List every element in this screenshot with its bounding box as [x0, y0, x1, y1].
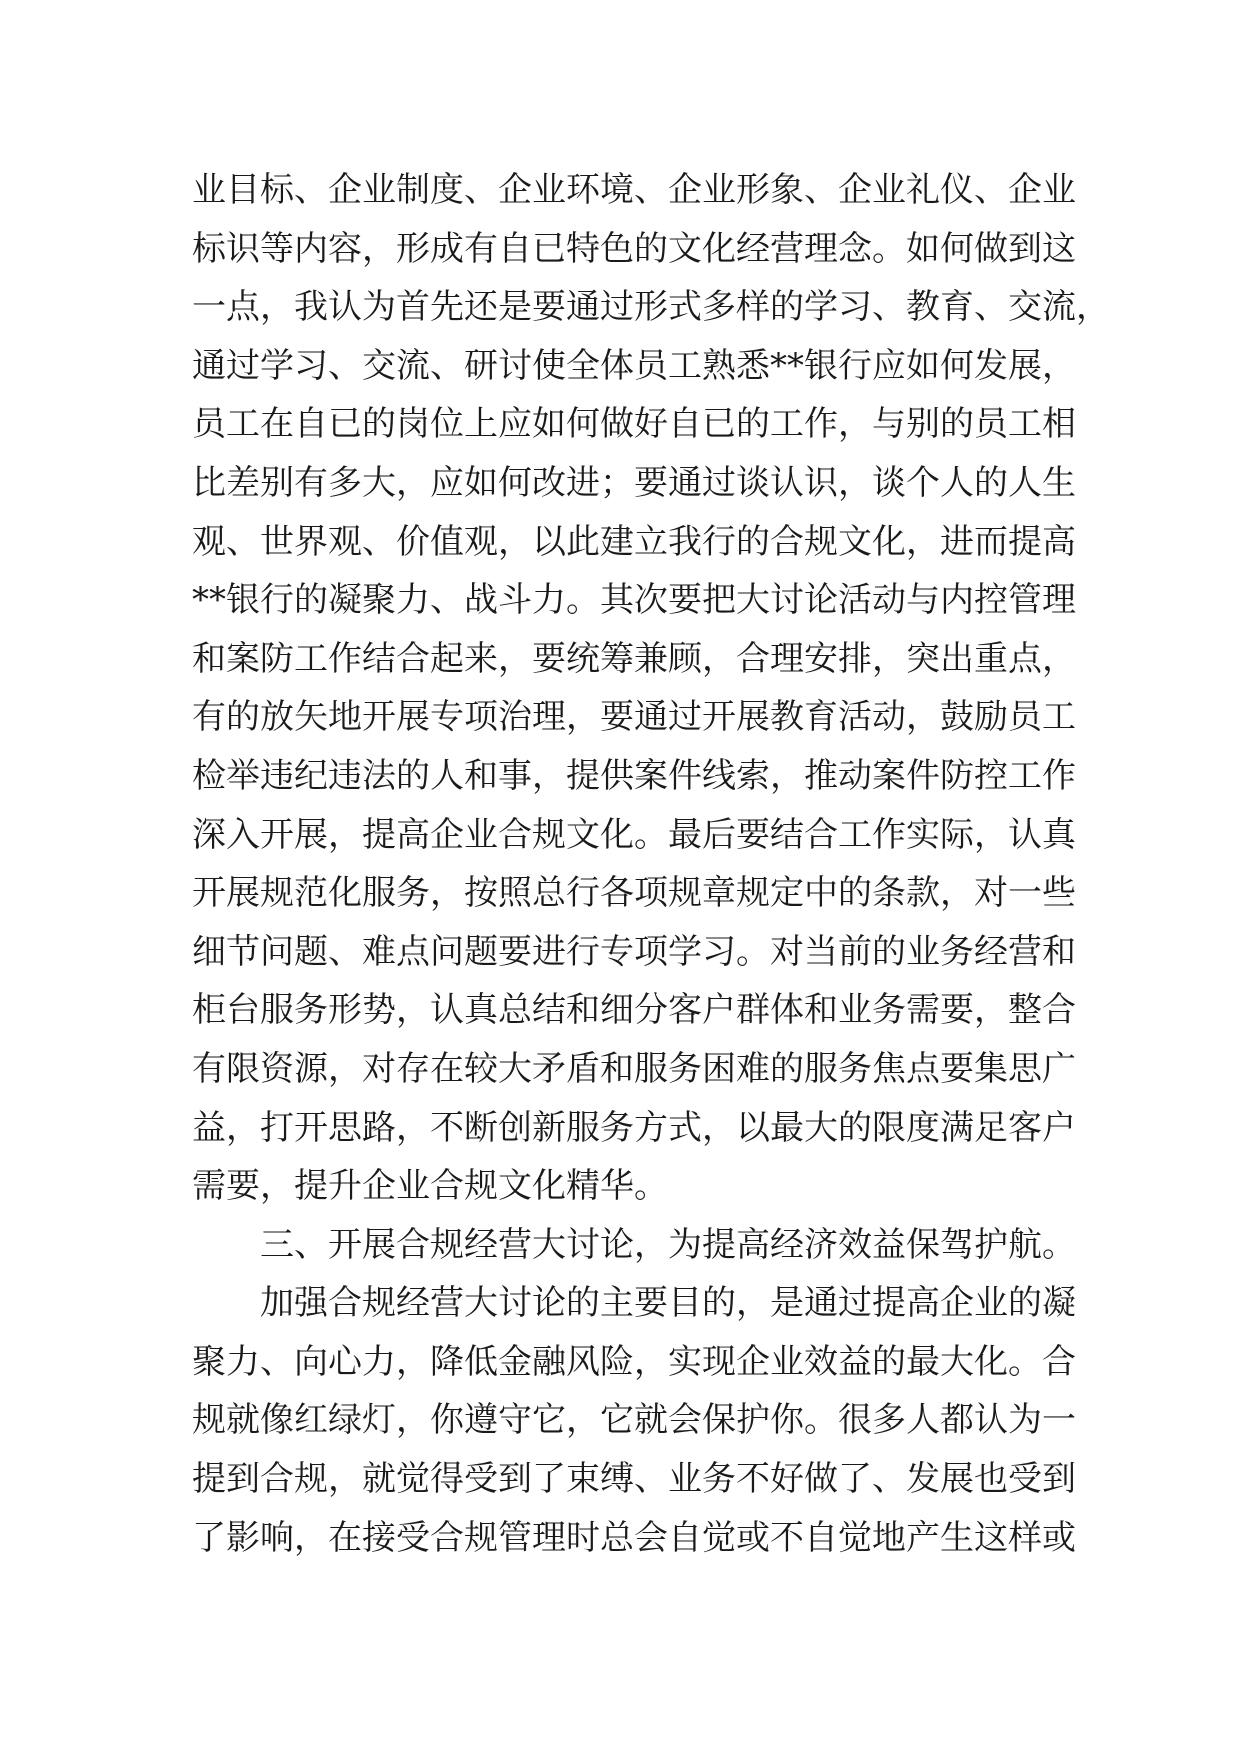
text-line: 员工在自已的岗位上应如何做好自已的工作，与别的员工相	[192, 404, 1076, 445]
text-line: 加强合规经营大讨论的主要目的，是通过提高企业的凝	[260, 1283, 1076, 1324]
text-line: 和案防工作结合起来，要统筹兼顾，合理安排，突出重点，	[192, 638, 1076, 679]
text-line: 开展规范化服务，按照总行各项规章规定中的条款，对一些	[192, 873, 1076, 914]
text-line: 一点，我认为首先还是要通过形式多样的学习、教育、交流，	[192, 287, 1110, 328]
body-text	[192, 161, 1110, 1567]
text-line: 通过学习、交流、研讨使全体员工熟悉**银行应如何发展，	[192, 345, 1076, 386]
section-heading	[192, 1216, 1076, 1275]
text-line: 益，打开思路，不断创新服务方式，以最大的限度满足客户	[192, 1107, 1076, 1148]
text-line: 规就像红绿灯，你遵守它，它就会保护你。很多人都认为一	[192, 1400, 1076, 1441]
text-line: 提到合规，就觉得受到了束缚、业务不好做了、发展也受到	[192, 1459, 1076, 1500]
text-line: 了影响，在接受合规管理时总会自觉或不自觉地产生这样或	[192, 1517, 1076, 1558]
text-line: 有限资源，对存在较大矛盾和服务困难的服务焦点要集思广	[192, 1048, 1076, 1089]
text-line: 检举违纪违法的人和事，提供案件线索，推动案件防控工作	[192, 755, 1076, 796]
text-line: 标识等内容，形成有自已特色的文化经营理念。如何做到这	[192, 228, 1076, 269]
text-line: 观、世界观、价值观，以此建立我行的合规文化，进而提高	[192, 521, 1076, 562]
heading-line: 三、开展合规经营大讨论，为提高经济效益保驾护航。	[260, 1224, 1076, 1265]
text-line: 深入开展，提高企业合规文化。最后要结合工作实际，认真	[192, 814, 1076, 855]
text-line: **银行的凝聚力、战斗力。其次要把大讨论活动与内控管理	[192, 580, 1076, 621]
text-line: 细节问题、难点问题要进行专项学习。对当前的业务经营和	[192, 931, 1076, 972]
text-line: 比差别有多大，应如何改进；要通过谈认识，谈个人的人生	[192, 462, 1076, 503]
text-line: 业目标、企业制度、企业环境、企业形象、企业礼仪、企业	[192, 170, 1076, 210]
paragraph-2	[192, 1274, 1076, 1567]
text-line: 需要，提升企业合规文化精华。	[192, 1166, 668, 1207]
text-line: 有的放矢地开展专项治理，要通过开展教育活动，鼓励员工	[192, 697, 1076, 738]
text-line: 柜台服务形势，认真总结和细分客户群体和业务需要，整合	[192, 990, 1076, 1031]
text-line: 聚力、向心力，降低金融风险，实现企业效益的最大化。合	[192, 1341, 1076, 1382]
paragraph-1	[192, 161, 1110, 1216]
